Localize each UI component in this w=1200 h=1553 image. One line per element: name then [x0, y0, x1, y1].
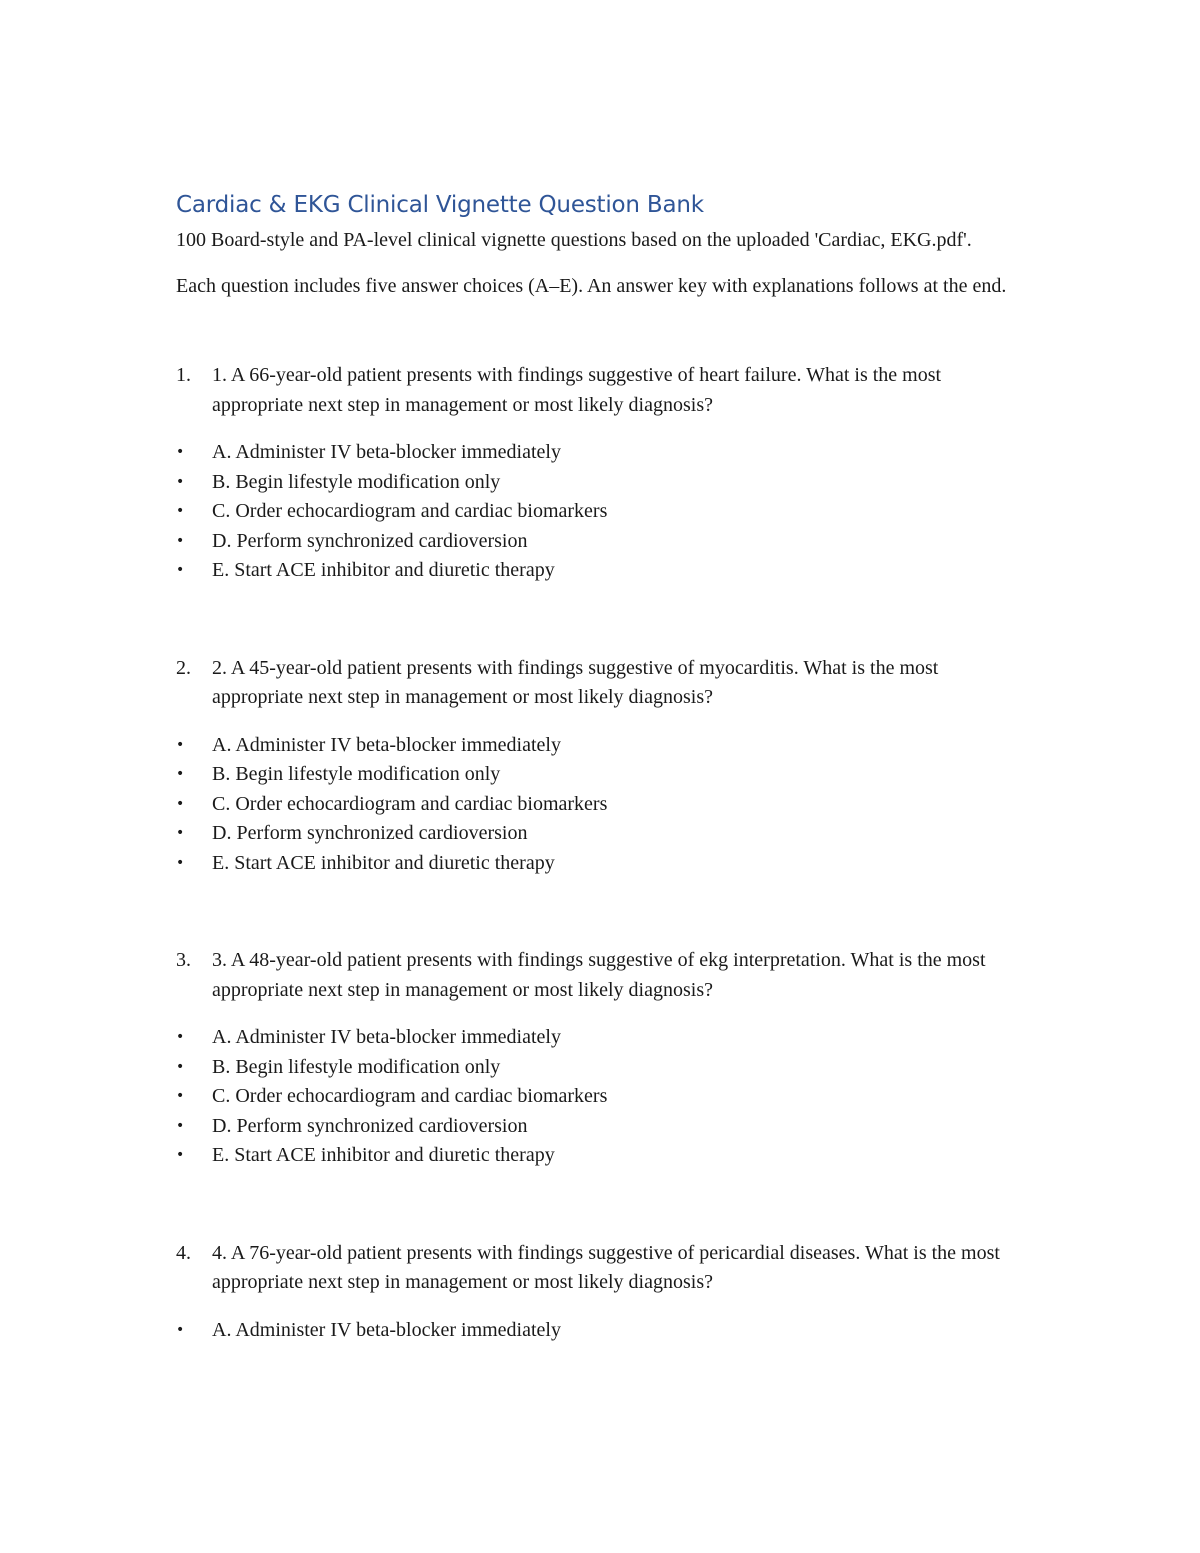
answer-choice-text: E. Start ACE inhibitor and diuretic therapy: [212, 851, 555, 874]
bullet-icon: •: [176, 795, 185, 812]
bullet-icon: •: [176, 1029, 185, 1045]
question-stem: [176, 1239, 1026, 1298]
answer-choice: [176, 760, 1026, 790]
answer-choice-text: E. Start ACE inhibitor and diuretic therapy: [212, 1144, 555, 1166]
answer-choice-text: D. Perform synchronized cardioversion: [212, 529, 528, 552]
answer-choice: [176, 497, 1026, 527]
answer-choices: [176, 1316, 1026, 1346]
answer-choice-text: A. Administer IV beta-blocker immediately: [212, 1026, 561, 1048]
answer-choice-text: C. Order echocardiogram and cardiac biomarkers: [212, 500, 608, 522]
bullet-icon: •: [176, 532, 185, 549]
answer-choice: [176, 731, 1026, 761]
bullet-icon: •: [176, 1058, 185, 1075]
question-4: [176, 1239, 1026, 1346]
intro-paragraph-2: Each question includes five answer choices (A–E). An answer key with explanations follows at the end.: [176, 274, 1007, 297]
answer-choice-text: B. Begin lifestyle modification only: [212, 470, 501, 493]
document-title: Cardiac & EKG Clinical Vignette Question Bank: [176, 192, 704, 218]
answer-choice-text: B. Begin lifestyle modification only: [212, 1055, 501, 1078]
answer-choice: [176, 849, 1026, 879]
answer-choice-text: E. Start ACE inhibitor and diuretic therapy: [212, 559, 555, 581]
answer-choices: [176, 1023, 1026, 1171]
question-text: 1. A 66-year-old patient presents with findings suggestive of heart failure. What is the most appropriate next step in management or most likely diagnosis?: [212, 364, 942, 416]
answer-choices: [176, 438, 1026, 586]
question-text: 2. A 45-year-old patient presents with findings suggestive of myocarditis. What is the most appropriate next step in management or most likely diagnosis?: [212, 656, 939, 708]
question-2: [176, 654, 1026, 879]
answer-choice: [176, 790, 1026, 820]
bullet-icon: •: [176, 1147, 185, 1163]
answer-choice-text: A. Administer IV beta-blocker immediately: [212, 1318, 561, 1341]
question-number: 4.: [176, 1241, 191, 1264]
answer-choice-text: B. Begin lifestyle modification only: [212, 763, 501, 785]
bullet-icon: •: [176, 825, 185, 841]
answer-choice-text: A. Administer IV beta-blocker immediately: [212, 733, 561, 756]
answer-choice: [176, 1141, 1026, 1171]
answer-choice-text: A. Administer IV beta-blocker immediately: [212, 441, 561, 463]
bullet-icon: •: [176, 1088, 185, 1104]
answer-choice: [176, 468, 1026, 498]
question-number: 3.: [176, 949, 191, 971]
question-spacer: [176, 878, 1026, 946]
answer-choice-text: C. Order echocardiogram and cardiac biomarkers: [212, 792, 608, 815]
question-number: 1.: [176, 364, 191, 386]
section-spacer: [176, 317, 1026, 361]
question-number: 2.: [176, 656, 191, 679]
answer-choice: [176, 438, 1026, 468]
answer-choices: [176, 731, 1026, 879]
question-1: [176, 361, 1026, 586]
answer-choice: [176, 1082, 1026, 1112]
answer-choice-text: C. Order echocardiogram and cardiac biomarkers: [212, 1085, 608, 1107]
answer-choice-text: D. Perform synchronized cardioversion: [212, 822, 528, 844]
answer-choice: [176, 1112, 1026, 1142]
question-spacer: [176, 1171, 1026, 1239]
answer-choice: [176, 556, 1026, 586]
question-text: 4. A 76-year-old patient presents with findings suggestive of pericardial diseases. What is the most appropriate next step in management or most likely diagnosis?: [212, 1241, 1000, 1293]
bullet-icon: •: [176, 736, 185, 753]
question-stem: [176, 654, 1026, 713]
bullet-icon: •: [176, 473, 185, 490]
bullet-icon: •: [176, 444, 185, 460]
bullet-icon: •: [176, 562, 185, 578]
question-3: [176, 946, 1026, 1171]
question-stem: [176, 946, 1026, 1005]
bullet-icon: •: [176, 854, 185, 871]
document-body: [176, 188, 1026, 1345]
answer-choice: [176, 1053, 1026, 1083]
question-spacer: [176, 586, 1026, 654]
bullet-icon: •: [176, 1321, 185, 1338]
answer-choice: [176, 527, 1026, 557]
answer-choice: [176, 1023, 1026, 1053]
question-text: 3. A 48-year-old patient presents with findings suggestive of ekg interpretation. What is the most appropriate next step in management or most likely diagnosis?: [212, 949, 986, 1001]
bullet-icon: •: [176, 1117, 185, 1134]
bullet-icon: •: [176, 766, 185, 782]
intro-paragraph-1: 100 Board-style and PA-level clinical vignette questions based on the uploaded 'Cardiac, EKG.pdf'.: [176, 229, 972, 251]
answer-choice-text: D. Perform synchronized cardioversion: [212, 1114, 528, 1137]
answer-choice: [176, 819, 1026, 849]
question-stem: [176, 361, 1026, 420]
answer-choice: [176, 1316, 1026, 1346]
bullet-icon: •: [176, 503, 185, 519]
